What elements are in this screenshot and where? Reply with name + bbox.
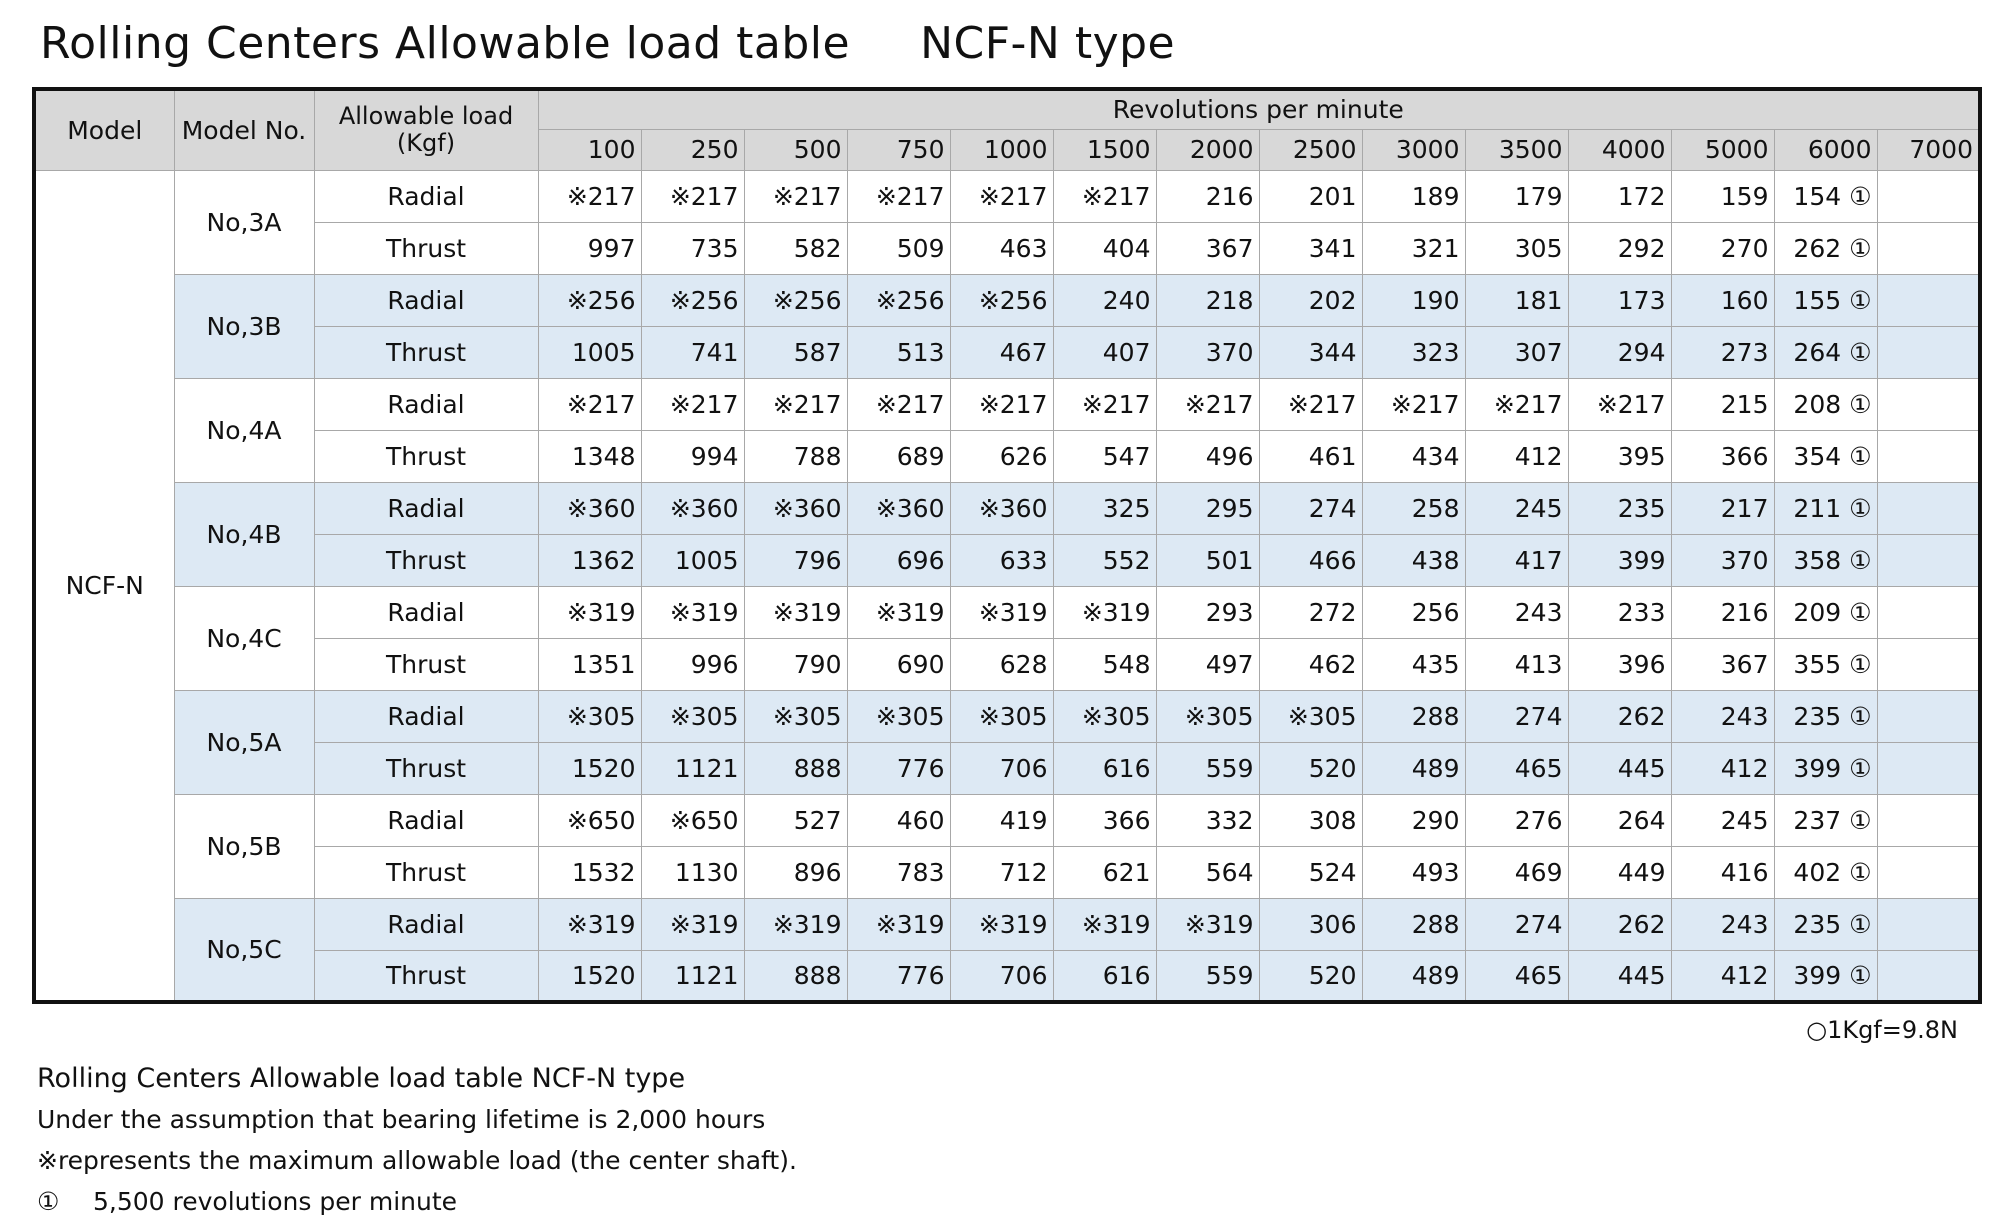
load-value-cell: 293	[1156, 586, 1259, 638]
rpm-header-cell: 750	[847, 129, 950, 170]
load-value-cell: 509	[847, 222, 950, 274]
load-value-cell: ※319	[950, 586, 1053, 638]
load-value-cell: 179	[1465, 170, 1568, 222]
load-value-cell: 292	[1568, 222, 1671, 274]
load-value-cell	[1877, 950, 1980, 1002]
title-type: NCF-N type	[920, 18, 1176, 69]
load-value-cell: ※305	[950, 690, 1053, 742]
load-value-cell: 416	[1671, 846, 1774, 898]
load-value-cell	[1877, 222, 1980, 274]
load-value-cell: 240	[1053, 274, 1156, 326]
footnote-rpm-note	[37, 1181, 797, 1222]
rpm-header-cell: 6000	[1774, 129, 1877, 170]
load-value-cell: 341	[1259, 222, 1362, 274]
circled-one-mark: ①	[37, 1187, 60, 1216]
load-value-cell: 513	[847, 326, 950, 378]
load-value-cell: 888	[744, 742, 847, 794]
load-value-cell: 243	[1671, 898, 1774, 950]
load-value-cell: 366	[1053, 794, 1156, 846]
load-value-cell: ※256	[744, 274, 847, 326]
load-value-cell: 407	[1053, 326, 1156, 378]
load-value-cell: ※360	[641, 482, 744, 534]
load-value-cell: 741	[641, 326, 744, 378]
model-no-cell: No,3B	[174, 274, 314, 378]
load-value-cell: ※217	[847, 378, 950, 430]
table-row	[34, 274, 1980, 326]
load-kind-cell: Thrust	[314, 222, 538, 274]
load-value-cell: 211 ①	[1774, 482, 1877, 534]
load-value-cell: ※217	[950, 170, 1053, 222]
load-kind-cell: Thrust	[314, 846, 538, 898]
load-value-cell: 290	[1362, 794, 1465, 846]
load-value-cell: ※305	[641, 690, 744, 742]
load-value-cell: 419	[950, 794, 1053, 846]
rpm-header-cell: 3500	[1465, 129, 1568, 170]
load-value-cell: 559	[1156, 742, 1259, 794]
load-value-cell: 243	[1671, 690, 1774, 742]
load-value-cell: 1520	[538, 742, 641, 794]
load-value-cell: 367	[1671, 638, 1774, 690]
load-value-cell: ※256	[641, 274, 744, 326]
load-value-cell: 1532	[538, 846, 641, 898]
table-row	[34, 326, 1980, 378]
load-value-cell: ※319	[538, 898, 641, 950]
load-kind-cell: Radial	[314, 482, 538, 534]
load-value-cell: 273	[1671, 326, 1774, 378]
table-row	[34, 378, 1980, 430]
model-no-cell: No,5A	[174, 690, 314, 794]
table-row	[34, 846, 1980, 898]
load-value-cell: 690	[847, 638, 950, 690]
load-value-cell: 308	[1259, 794, 1362, 846]
model-no-cell: No,4C	[174, 586, 314, 690]
load-value-cell: 233	[1568, 586, 1671, 638]
load-value-cell: 270	[1671, 222, 1774, 274]
load-value-cell: ※319	[847, 586, 950, 638]
load-value-cell: 173	[1568, 274, 1671, 326]
load-value-cell: 776	[847, 742, 950, 794]
title-main: Rolling Centers Allowable load table	[40, 18, 851, 69]
load-value-cell: 469	[1465, 846, 1568, 898]
load-value-cell: 783	[847, 846, 950, 898]
load-value-cell: 262 ①	[1774, 222, 1877, 274]
load-value-cell: 706	[950, 950, 1053, 1002]
load-value-cell: ※217	[538, 378, 641, 430]
load-value-cell: 559	[1156, 950, 1259, 1002]
load-kind-cell: Radial	[314, 170, 538, 222]
load-value-cell	[1877, 534, 1980, 586]
load-value-cell: 706	[950, 742, 1053, 794]
load-value-cell: 417	[1465, 534, 1568, 586]
load-value-cell: 215	[1671, 378, 1774, 430]
load-value-cell: 155 ①	[1774, 274, 1877, 326]
load-kind-cell: Thrust	[314, 742, 538, 794]
load-value-cell: 489	[1362, 742, 1465, 794]
load-value-cell	[1877, 170, 1980, 222]
load-value-cell: ※217	[847, 170, 950, 222]
load-value-cell: 996	[641, 638, 744, 690]
load-value-cell: 689	[847, 430, 950, 482]
table-row	[34, 586, 1980, 638]
load-value-cell: 413	[1465, 638, 1568, 690]
load-value-cell: 524	[1259, 846, 1362, 898]
load-value-cell: ※319	[744, 898, 847, 950]
load-value-cell: 796	[744, 534, 847, 586]
load-value-cell: 616	[1053, 950, 1156, 1002]
rpm-header-cell: 1500	[1053, 129, 1156, 170]
load-value-cell: ※217	[1568, 378, 1671, 430]
load-value-cell	[1877, 274, 1980, 326]
load-value-cell: 548	[1053, 638, 1156, 690]
load-value-cell: 776	[847, 950, 950, 1002]
load-value-cell: 264 ①	[1774, 326, 1877, 378]
rpm-header-cell: 2500	[1259, 129, 1362, 170]
rpm-header-cell: 7000	[1877, 129, 1980, 170]
load-value-cell: 288	[1362, 898, 1465, 950]
load-value-cell: 412	[1671, 742, 1774, 794]
load-value-cell: ※217	[641, 378, 744, 430]
load-value-cell: 465	[1465, 742, 1568, 794]
rpm-header-cell: 100	[538, 129, 641, 170]
footnote-max-load: ※represents the maximum allowable load (the center shaft).	[37, 1146, 797, 1175]
load-value-cell: 306	[1259, 898, 1362, 950]
load-kind-cell: Thrust	[314, 534, 538, 586]
load-value-cell: 888	[744, 950, 847, 1002]
load-value-cell: 274	[1465, 690, 1568, 742]
load-value-cell: 564	[1156, 846, 1259, 898]
load-value-cell: ※217	[744, 170, 847, 222]
load-value-cell: 264	[1568, 794, 1671, 846]
load-value-cell: 208 ①	[1774, 378, 1877, 430]
load-value-cell: 370	[1156, 326, 1259, 378]
footnote-lifetime: Under the assumption that bearing lifetime is 2,000 hours	[37, 1105, 766, 1134]
load-value-cell: 218	[1156, 274, 1259, 326]
load-kind-cell: Radial	[314, 898, 538, 950]
load-value-cell: 449	[1568, 846, 1671, 898]
load-value-cell: 520	[1259, 950, 1362, 1002]
load-value-cell	[1877, 482, 1980, 534]
load-value-cell: 412	[1465, 430, 1568, 482]
load-value-cell: 237 ①	[1774, 794, 1877, 846]
load-value-cell: ※217	[1053, 170, 1156, 222]
load-value-cell: ※217	[1156, 378, 1259, 430]
load-value-cell: 399 ①	[1774, 950, 1877, 1002]
load-value-cell: 435	[1362, 638, 1465, 690]
load-value-cell: 243	[1465, 586, 1568, 638]
load-value-cell: 463	[950, 222, 1053, 274]
load-value-cell: ※217	[1053, 378, 1156, 430]
load-value-cell: 527	[744, 794, 847, 846]
load-value-cell: 202	[1259, 274, 1362, 326]
rpm-header-cell: 4000	[1568, 129, 1671, 170]
load-value-cell: 628	[950, 638, 1053, 690]
load-value-cell: 294	[1568, 326, 1671, 378]
load-value-cell: 633	[950, 534, 1053, 586]
load-value-cell: 496	[1156, 430, 1259, 482]
allowable-load-table	[32, 87, 1982, 1004]
load-value-cell	[1877, 638, 1980, 690]
header-model: Model	[34, 89, 174, 170]
load-value-cell: ※256	[538, 274, 641, 326]
load-value-cell: 209 ①	[1774, 586, 1877, 638]
model-cell: NCF-N	[34, 170, 174, 1002]
load-value-cell: 997	[538, 222, 641, 274]
load-value-cell: 305	[1465, 222, 1568, 274]
load-value-cell: 445	[1568, 742, 1671, 794]
load-value-cell: ※650	[641, 794, 744, 846]
load-value-cell: ※360	[744, 482, 847, 534]
footnote-title: Rolling Centers Allowable load table NCF-N type	[37, 1063, 686, 1094]
load-value-cell: ※319	[847, 898, 950, 950]
load-value-cell: 370	[1671, 534, 1774, 586]
load-value-cell: 1130	[641, 846, 744, 898]
load-value-cell: ※305	[1053, 690, 1156, 742]
load-value-cell: 582	[744, 222, 847, 274]
load-value-cell: 552	[1053, 534, 1156, 586]
load-value-cell: 412	[1671, 950, 1774, 1002]
load-value-cell: ※305	[538, 690, 641, 742]
table-row	[34, 898, 1980, 950]
load-value-cell: 467	[950, 326, 1053, 378]
load-value-cell: 501	[1156, 534, 1259, 586]
load-value-cell: 217	[1671, 482, 1774, 534]
load-value-cell	[1877, 378, 1980, 430]
header-allowable-load: Allowable load (Kgf)	[314, 89, 538, 170]
load-value-cell: ※319	[1053, 586, 1156, 638]
model-no-cell: No,5C	[174, 898, 314, 1002]
load-value-cell: ※360	[538, 482, 641, 534]
load-value-cell	[1877, 430, 1980, 482]
load-value-cell: ※319	[744, 586, 847, 638]
load-value-cell: 276	[1465, 794, 1568, 846]
table-row	[34, 482, 1980, 534]
load-value-cell: 547	[1053, 430, 1156, 482]
load-value-cell	[1877, 846, 1980, 898]
load-value-cell	[1877, 898, 1980, 950]
load-value-cell: ※217	[641, 170, 744, 222]
load-value-cell: 493	[1362, 846, 1465, 898]
load-value-cell: 366	[1671, 430, 1774, 482]
rpm-header-cell: 5000	[1671, 129, 1774, 170]
load-value-cell: ※319	[538, 586, 641, 638]
load-value-cell: 788	[744, 430, 847, 482]
load-value-cell: 489	[1362, 950, 1465, 1002]
load-value-cell: 1005	[641, 534, 744, 586]
load-value-cell: ※217	[1259, 378, 1362, 430]
load-value-cell: 1121	[641, 950, 744, 1002]
load-value-cell	[1877, 690, 1980, 742]
footnote-rpm-text: 5,500 revolutions per minute	[93, 1187, 458, 1216]
table-row	[34, 430, 1980, 482]
page-title	[40, 18, 1175, 69]
load-value-cell: 216	[1156, 170, 1259, 222]
load-value-cell: 399 ①	[1774, 742, 1877, 794]
load-value-cell: 1351	[538, 638, 641, 690]
table-row	[34, 534, 1980, 586]
load-kind-cell: Thrust	[314, 430, 538, 482]
load-kind-cell: Radial	[314, 586, 538, 638]
load-value-cell: ※217	[1362, 378, 1465, 430]
load-value-cell: 399	[1568, 534, 1671, 586]
load-value-cell: 994	[641, 430, 744, 482]
load-value-cell: 1121	[641, 742, 744, 794]
load-value-cell: ※256	[950, 274, 1053, 326]
load-value-cell: 262	[1568, 898, 1671, 950]
header-revolutions: Revolutions per minute	[538, 89, 1980, 129]
load-value-cell: 274	[1259, 482, 1362, 534]
load-value-cell: 288	[1362, 690, 1465, 742]
rpm-header-cell: 250	[641, 129, 744, 170]
load-value-cell: 307	[1465, 326, 1568, 378]
load-kind-cell: Radial	[314, 378, 538, 430]
load-value-cell: ※319	[1053, 898, 1156, 950]
load-value-cell: 354 ①	[1774, 430, 1877, 482]
load-value-cell: 461	[1259, 430, 1362, 482]
load-value-cell: 616	[1053, 742, 1156, 794]
load-value-cell: ※305	[1259, 690, 1362, 742]
load-value-cell: 160	[1671, 274, 1774, 326]
load-value-cell: 190	[1362, 274, 1465, 326]
load-value-cell: ※217	[538, 170, 641, 222]
model-no-cell: No,4A	[174, 378, 314, 482]
load-value-cell: ※319	[1156, 898, 1259, 950]
load-value-cell: 355 ①	[1774, 638, 1877, 690]
load-value-cell: 272	[1259, 586, 1362, 638]
load-value-cell: 735	[641, 222, 744, 274]
load-value-cell: ※319	[950, 898, 1053, 950]
table-row	[34, 742, 1980, 794]
load-value-cell	[1877, 742, 1980, 794]
load-value-cell: 235	[1568, 482, 1671, 534]
load-value-cell: 325	[1053, 482, 1156, 534]
load-value-cell: 434	[1362, 430, 1465, 482]
table-row	[34, 170, 1980, 222]
load-kind-cell: Radial	[314, 274, 538, 326]
table-row	[34, 794, 1980, 846]
load-value-cell: ※217	[1465, 378, 1568, 430]
load-value-cell	[1877, 326, 1980, 378]
model-no-cell: No,4B	[174, 482, 314, 586]
rpm-header-cell: 3000	[1362, 129, 1465, 170]
load-value-cell: 262	[1568, 690, 1671, 742]
load-value-cell: ※650	[538, 794, 641, 846]
load-value-cell: 256	[1362, 586, 1465, 638]
load-value-cell: 181	[1465, 274, 1568, 326]
header-model-no: Model No.	[174, 89, 314, 170]
load-value-cell: 189	[1362, 170, 1465, 222]
unit-note: ○1Kgf=9.8N	[1806, 1016, 1958, 1044]
load-value-cell: 367	[1156, 222, 1259, 274]
load-value-cell: 245	[1465, 482, 1568, 534]
load-value-cell: 235 ①	[1774, 898, 1877, 950]
load-kind-cell: Thrust	[314, 326, 538, 378]
model-no-cell: No,3A	[174, 170, 314, 274]
load-value-cell	[1877, 586, 1980, 638]
load-value-cell: 323	[1362, 326, 1465, 378]
load-value-cell: 274	[1465, 898, 1568, 950]
load-value-cell: 1362	[538, 534, 641, 586]
load-value-cell: 258	[1362, 482, 1465, 534]
load-value-cell: ※360	[847, 482, 950, 534]
load-value-cell: ※256	[847, 274, 950, 326]
model-no-cell: No,5B	[174, 794, 314, 898]
load-value-cell: 621	[1053, 846, 1156, 898]
rpm-header-cell: 1000	[950, 129, 1053, 170]
load-value-cell: ※217	[744, 378, 847, 430]
footnotes	[37, 1058, 797, 1222]
load-value-cell: 172	[1568, 170, 1671, 222]
load-value-cell: 1520	[538, 950, 641, 1002]
load-value-cell: 404	[1053, 222, 1156, 274]
load-value-cell: 358 ①	[1774, 534, 1877, 586]
load-value-cell: 497	[1156, 638, 1259, 690]
load-value-cell	[1877, 794, 1980, 846]
load-value-cell: 438	[1362, 534, 1465, 586]
load-value-cell: 790	[744, 638, 847, 690]
load-value-cell: 344	[1259, 326, 1362, 378]
load-value-cell: ※360	[950, 482, 1053, 534]
load-value-cell: 462	[1259, 638, 1362, 690]
load-value-cell: ※305	[847, 690, 950, 742]
load-value-cell: ※319	[641, 898, 744, 950]
load-kind-cell: Thrust	[314, 950, 538, 1002]
load-value-cell: 465	[1465, 950, 1568, 1002]
load-value-cell: 321	[1362, 222, 1465, 274]
load-value-cell: ※319	[641, 586, 744, 638]
load-value-cell: 466	[1259, 534, 1362, 586]
load-value-cell: 396	[1568, 638, 1671, 690]
load-value-cell: 445	[1568, 950, 1671, 1002]
rpm-header-cell: 500	[744, 129, 847, 170]
load-kind-cell: Radial	[314, 794, 538, 846]
table-row	[34, 690, 1980, 742]
load-value-cell: 235 ①	[1774, 690, 1877, 742]
load-value-cell: ※305	[744, 690, 847, 742]
load-kind-cell: Thrust	[314, 638, 538, 690]
load-value-cell: 896	[744, 846, 847, 898]
load-value-cell: 295	[1156, 482, 1259, 534]
load-value-cell: 216	[1671, 586, 1774, 638]
load-value-cell: 696	[847, 534, 950, 586]
load-value-cell: 1348	[538, 430, 641, 482]
load-value-cell: 332	[1156, 794, 1259, 846]
load-value-cell: 402 ①	[1774, 846, 1877, 898]
load-value-cell: 1005	[538, 326, 641, 378]
table-row	[34, 638, 1980, 690]
load-value-cell: 201	[1259, 170, 1362, 222]
table-row	[34, 222, 1980, 274]
load-value-cell: 520	[1259, 742, 1362, 794]
load-value-cell: 460	[847, 794, 950, 846]
load-kind-cell: Radial	[314, 690, 538, 742]
load-value-cell: 626	[950, 430, 1053, 482]
rpm-header-cell: 2000	[1156, 129, 1259, 170]
table-row	[34, 950, 1980, 1002]
load-value-cell: 395	[1568, 430, 1671, 482]
load-value-cell: ※217	[950, 378, 1053, 430]
load-value-cell: 245	[1671, 794, 1774, 846]
load-value-cell: 587	[744, 326, 847, 378]
load-value-cell: 712	[950, 846, 1053, 898]
load-value-cell: 154 ①	[1774, 170, 1877, 222]
load-value-cell: ※305	[1156, 690, 1259, 742]
load-value-cell: 159	[1671, 170, 1774, 222]
